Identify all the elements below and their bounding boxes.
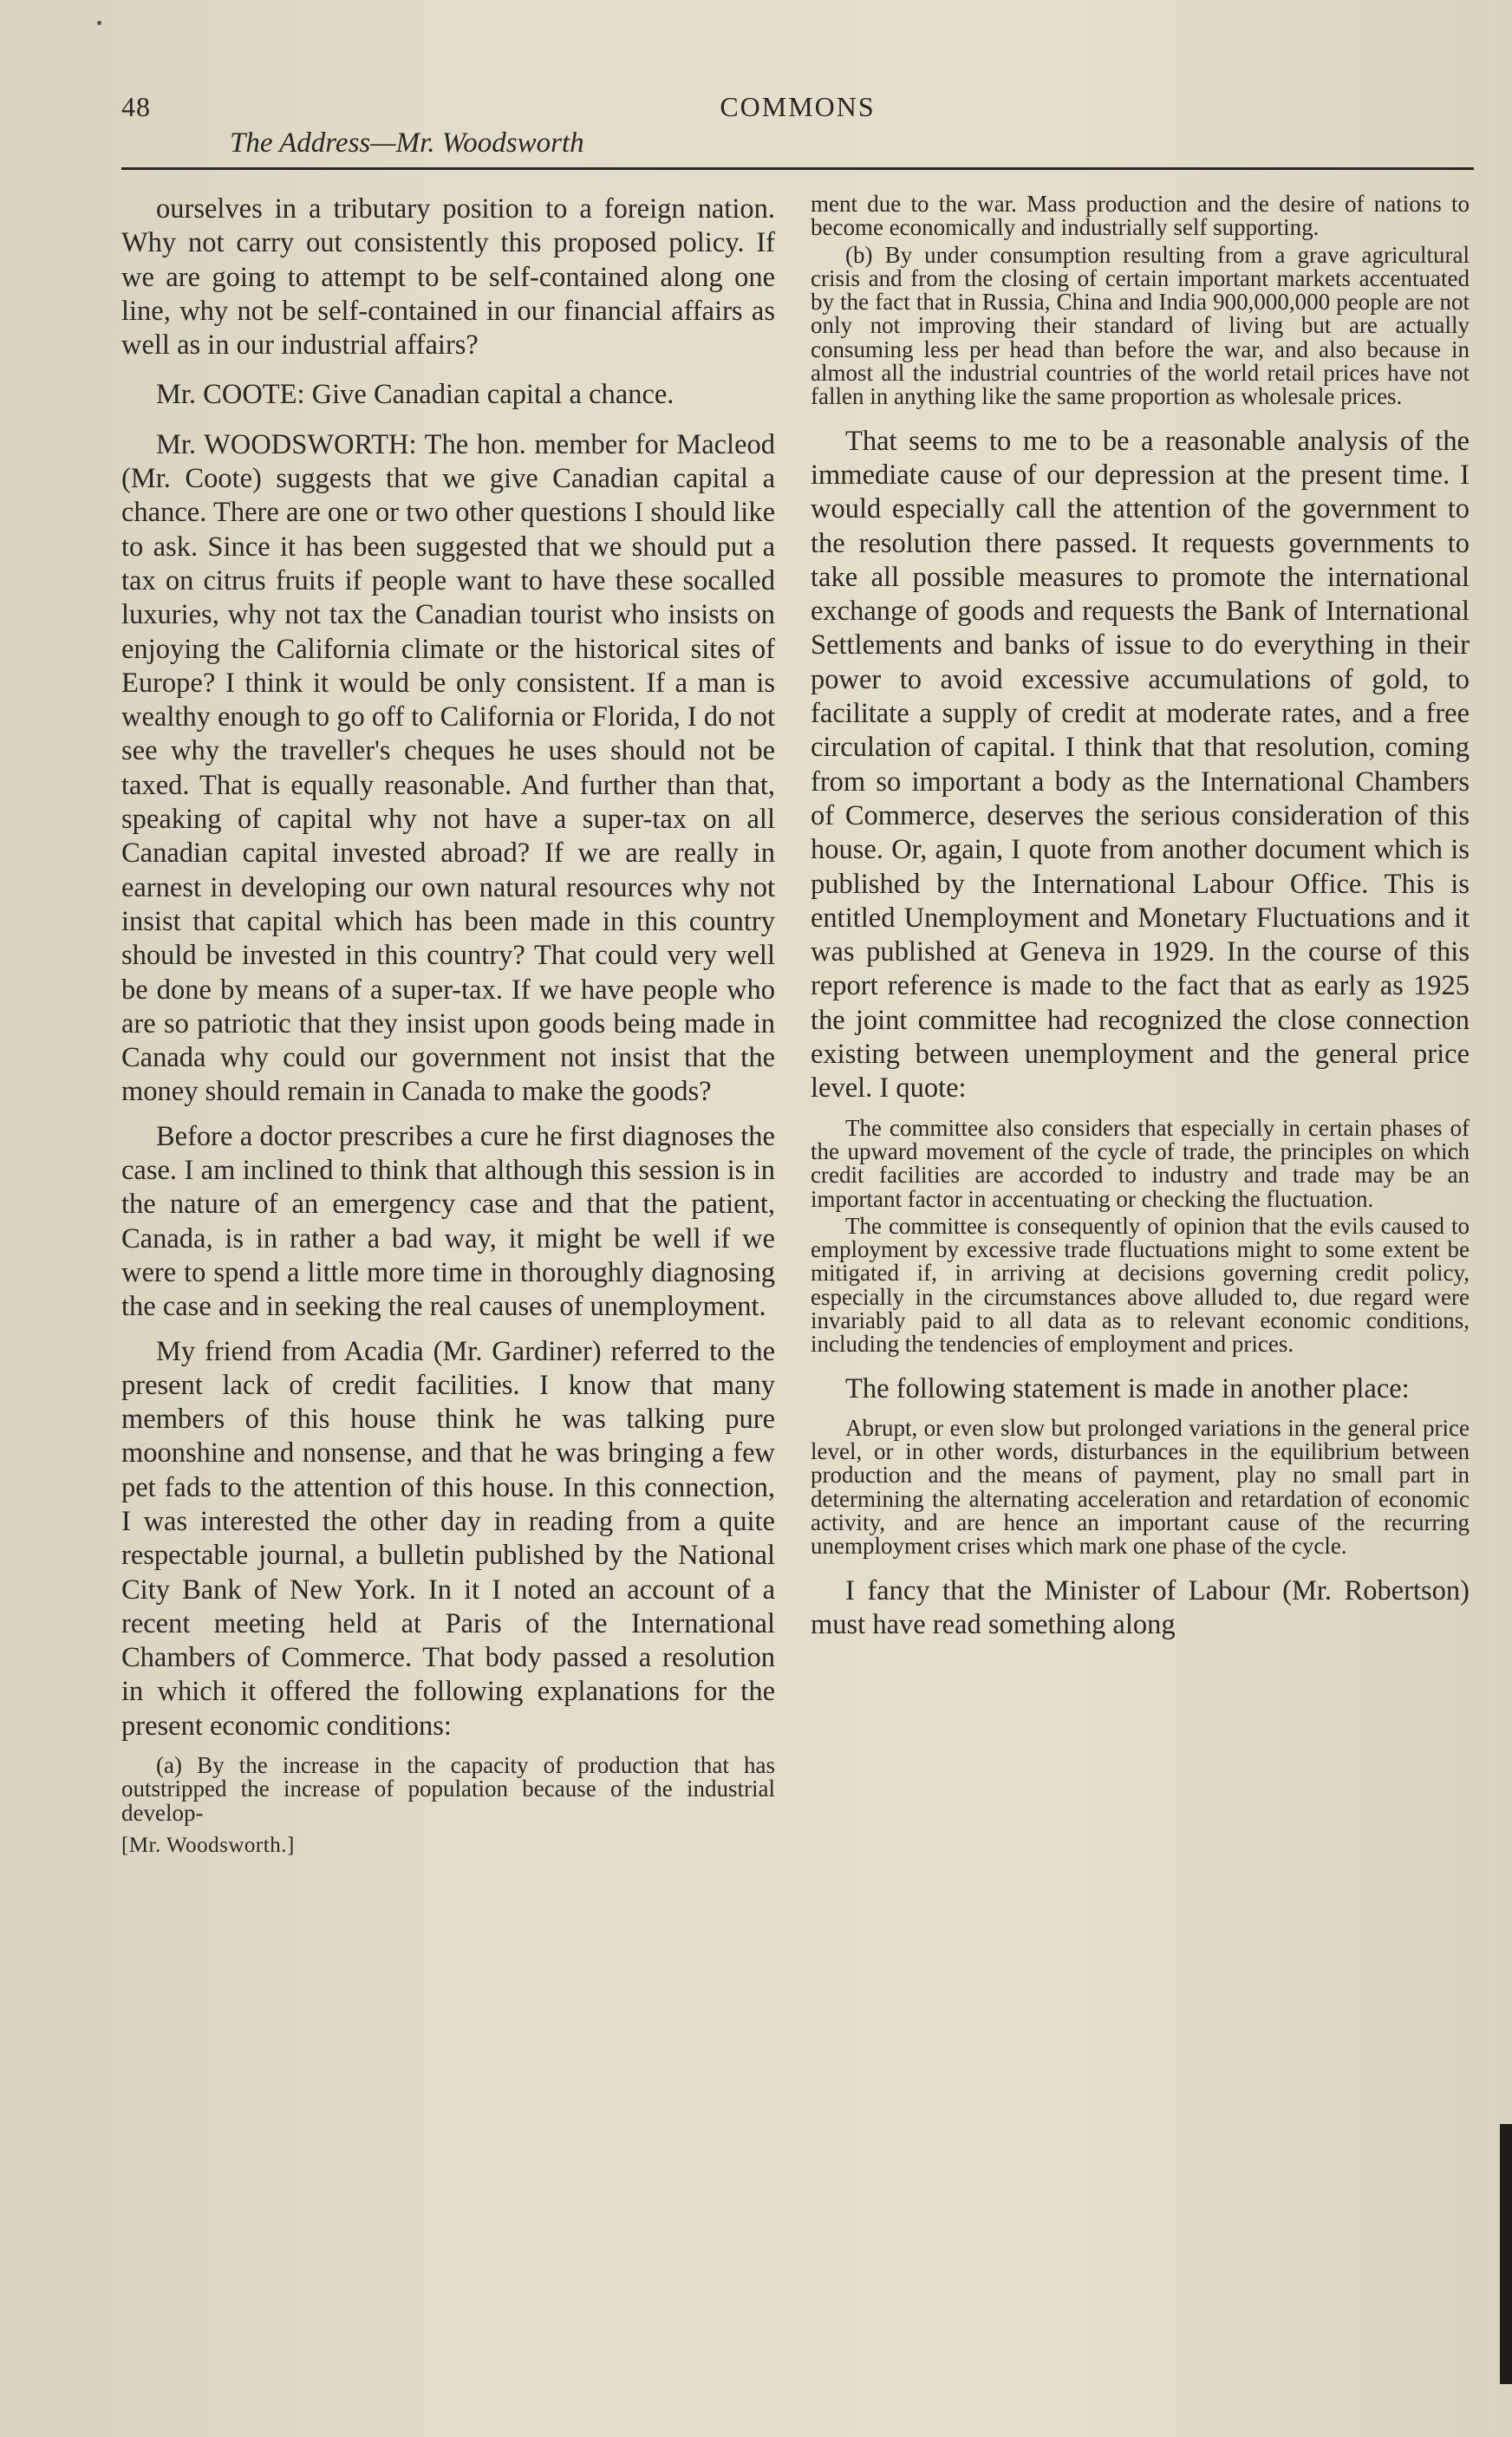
header-rule — [121, 167, 1474, 170]
quotation: Abrupt, or even slow but prolonged variations in the general price level, or in other words, disturbances in the equilibrium between production and the means of payment, play no small part in determining the alternating acceleration and retardation of economic activity, and are hence an important cause of the recurring unemployment crises which mark one phase of the cycle. — [811, 1414, 1470, 1560]
paragraph: Mr. WOODSWORTH: The hon. member for Macleod (Mr. Coote) suggests that we give Canadian capital a chance. There are one or two other questions I should like to ask. Since it has been suggested that we should put a tax on citrus fruits if people want to have these socalled luxuries, why not tax the Canadian tourist who insists on enjoying the California climate or the historical sites of Europe? I think it would be only consistent. If a man is wealthy enough to go off to California or Florida, I do not see why the traveller's cheques he uses should not be taxed. That is equally reasonable. And further than that, speaking of capital why not have a super-tax on all Canadian capital invested abroad? If we are really in earnest in developing our own natural resources why not insist that capital which has been made in this country should be invested in this country? That could very well be done by means of a super-tax. If we have people who are so patriotic that they insist upon goods being made in Canada why could our government not insist that the money should remain in Canada to make the goods? — [121, 428, 775, 1108]
paragraph: ourselves in a tributary position to a foreign nation. Why not carry out consistently this proposed policy. If we are going to attempt to be self-contained along one line, why not be self-contained in our financial affairs as well as in our industrial affairs? — [121, 193, 775, 362]
quotation: (a) By the increase in the capacity of production that has outstripped the increase of population because of the industrial develop- — [121, 1752, 775, 1826]
paragraph: Before a doctor prescribes a cure he first diagnoses the case. I am inclined to think that although this session is in the nature of an emergency case and that the patient, Canada, is in rather a bad way, it might be well if we were to spend a little more time in thoroughly diagnosing the case and in seeking the real causes of unemployment. — [121, 1120, 775, 1323]
quotation: The committee is consequently of opinion that the evils caused to employment by excessive trade fluctuations might to some extent be mitigated if, in arriving at decisions governing credit policy, especially in the circumstances above alluded to, due regard were invariably paid to all data as to relevant economic conditions, including the tendencies of employment and prices. — [811, 1212, 1470, 1358]
paragraph: That seems to me to be a reasonable analysis of the immediate cause of our depression at the present time. I would especially call the attention of the government to the resolution there passed. It requests governments to take all possible measures to promote the international exchange of goods and requests the Bank of International Settlements and banks of issue to do everything in their power to avoid excessive accumulations of gold, to facilitate a supply of credit at moderate rates, and a free circulation of capital. I think that that resolution, coming from so important a body as the International Chambers of Commerce, deserves the serious consideration of this house. Or, again, I quote from another document which is published by the International Labour Office. This is entitled Unemployment and Monetary Fluctuations and it was published at Geneva in 1929. In the course of this report reference is made to the fact that as early as 1925 the joint committee had recognized the close connection existing between unemployment and the general price level. I quote: — [811, 425, 1470, 1104]
quotation: (b) By under consumption resulting from a grave agricultural crisis and from the closing of certain important markets accentuated by the fact that in Russia, China and India 900,000,000 people are not only not improving their standard of living but are actually consuming less per head than before the war, and also because in almost all the industrial countries of the world retail prices have not fallen in anything like the same proportion as wholesale prices. — [811, 241, 1470, 410]
right-column — [811, 192, 1470, 1652]
section-title: COMMONS — [720, 91, 876, 122]
paragraph: My friend from Acadia (Mr. Gardiner) referred to the present lack of credit facilities. I know that many members of this house think he was talking pure moonshine and nonsense, and that he was bringing a few pet fads to the attention of this house. In this connection, I was interested the other day in reading from a quite respectable journal, a bulletin published by the National City Bank of New York. In it I noted an account of a recent meeting held at Paris of the International Chambers of Commerce. That body passed a resolution in which it offered the following explanations for the present economic conditions: — [121, 1335, 775, 1742]
quotation: The committee also considers that especially in certain phases of the upward movement of the cycle of trade, the principles on which credit facilities are accorded to industry and trade may be an important factor in accentuating or checking the fluctuation. — [811, 1114, 1470, 1212]
page-header — [121, 91, 1474, 169]
paragraph: I fancy that the Minister of Labour (Mr. Robertson) must have read something along — [811, 1574, 1470, 1640]
page-number: 48 — [121, 91, 151, 122]
left-column — [121, 192, 775, 1858]
paragraph: The following statement is made in another place: — [845, 1372, 1410, 1404]
speaker-attribution: [Mr. Woodsworth.] — [121, 1833, 295, 1857]
page-speck — [97, 21, 101, 25]
paragraph: Mr. COOTE: Give Canadian capital a chance. — [156, 379, 675, 411]
running-head: The Address—Mr. Woodsworth — [230, 127, 584, 159]
binding-edge — [1500, 2124, 1512, 2384]
quotation: ment due to the war. Mass production and the desire of nations to become economically and industrially self supporting. — [811, 191, 1470, 241]
